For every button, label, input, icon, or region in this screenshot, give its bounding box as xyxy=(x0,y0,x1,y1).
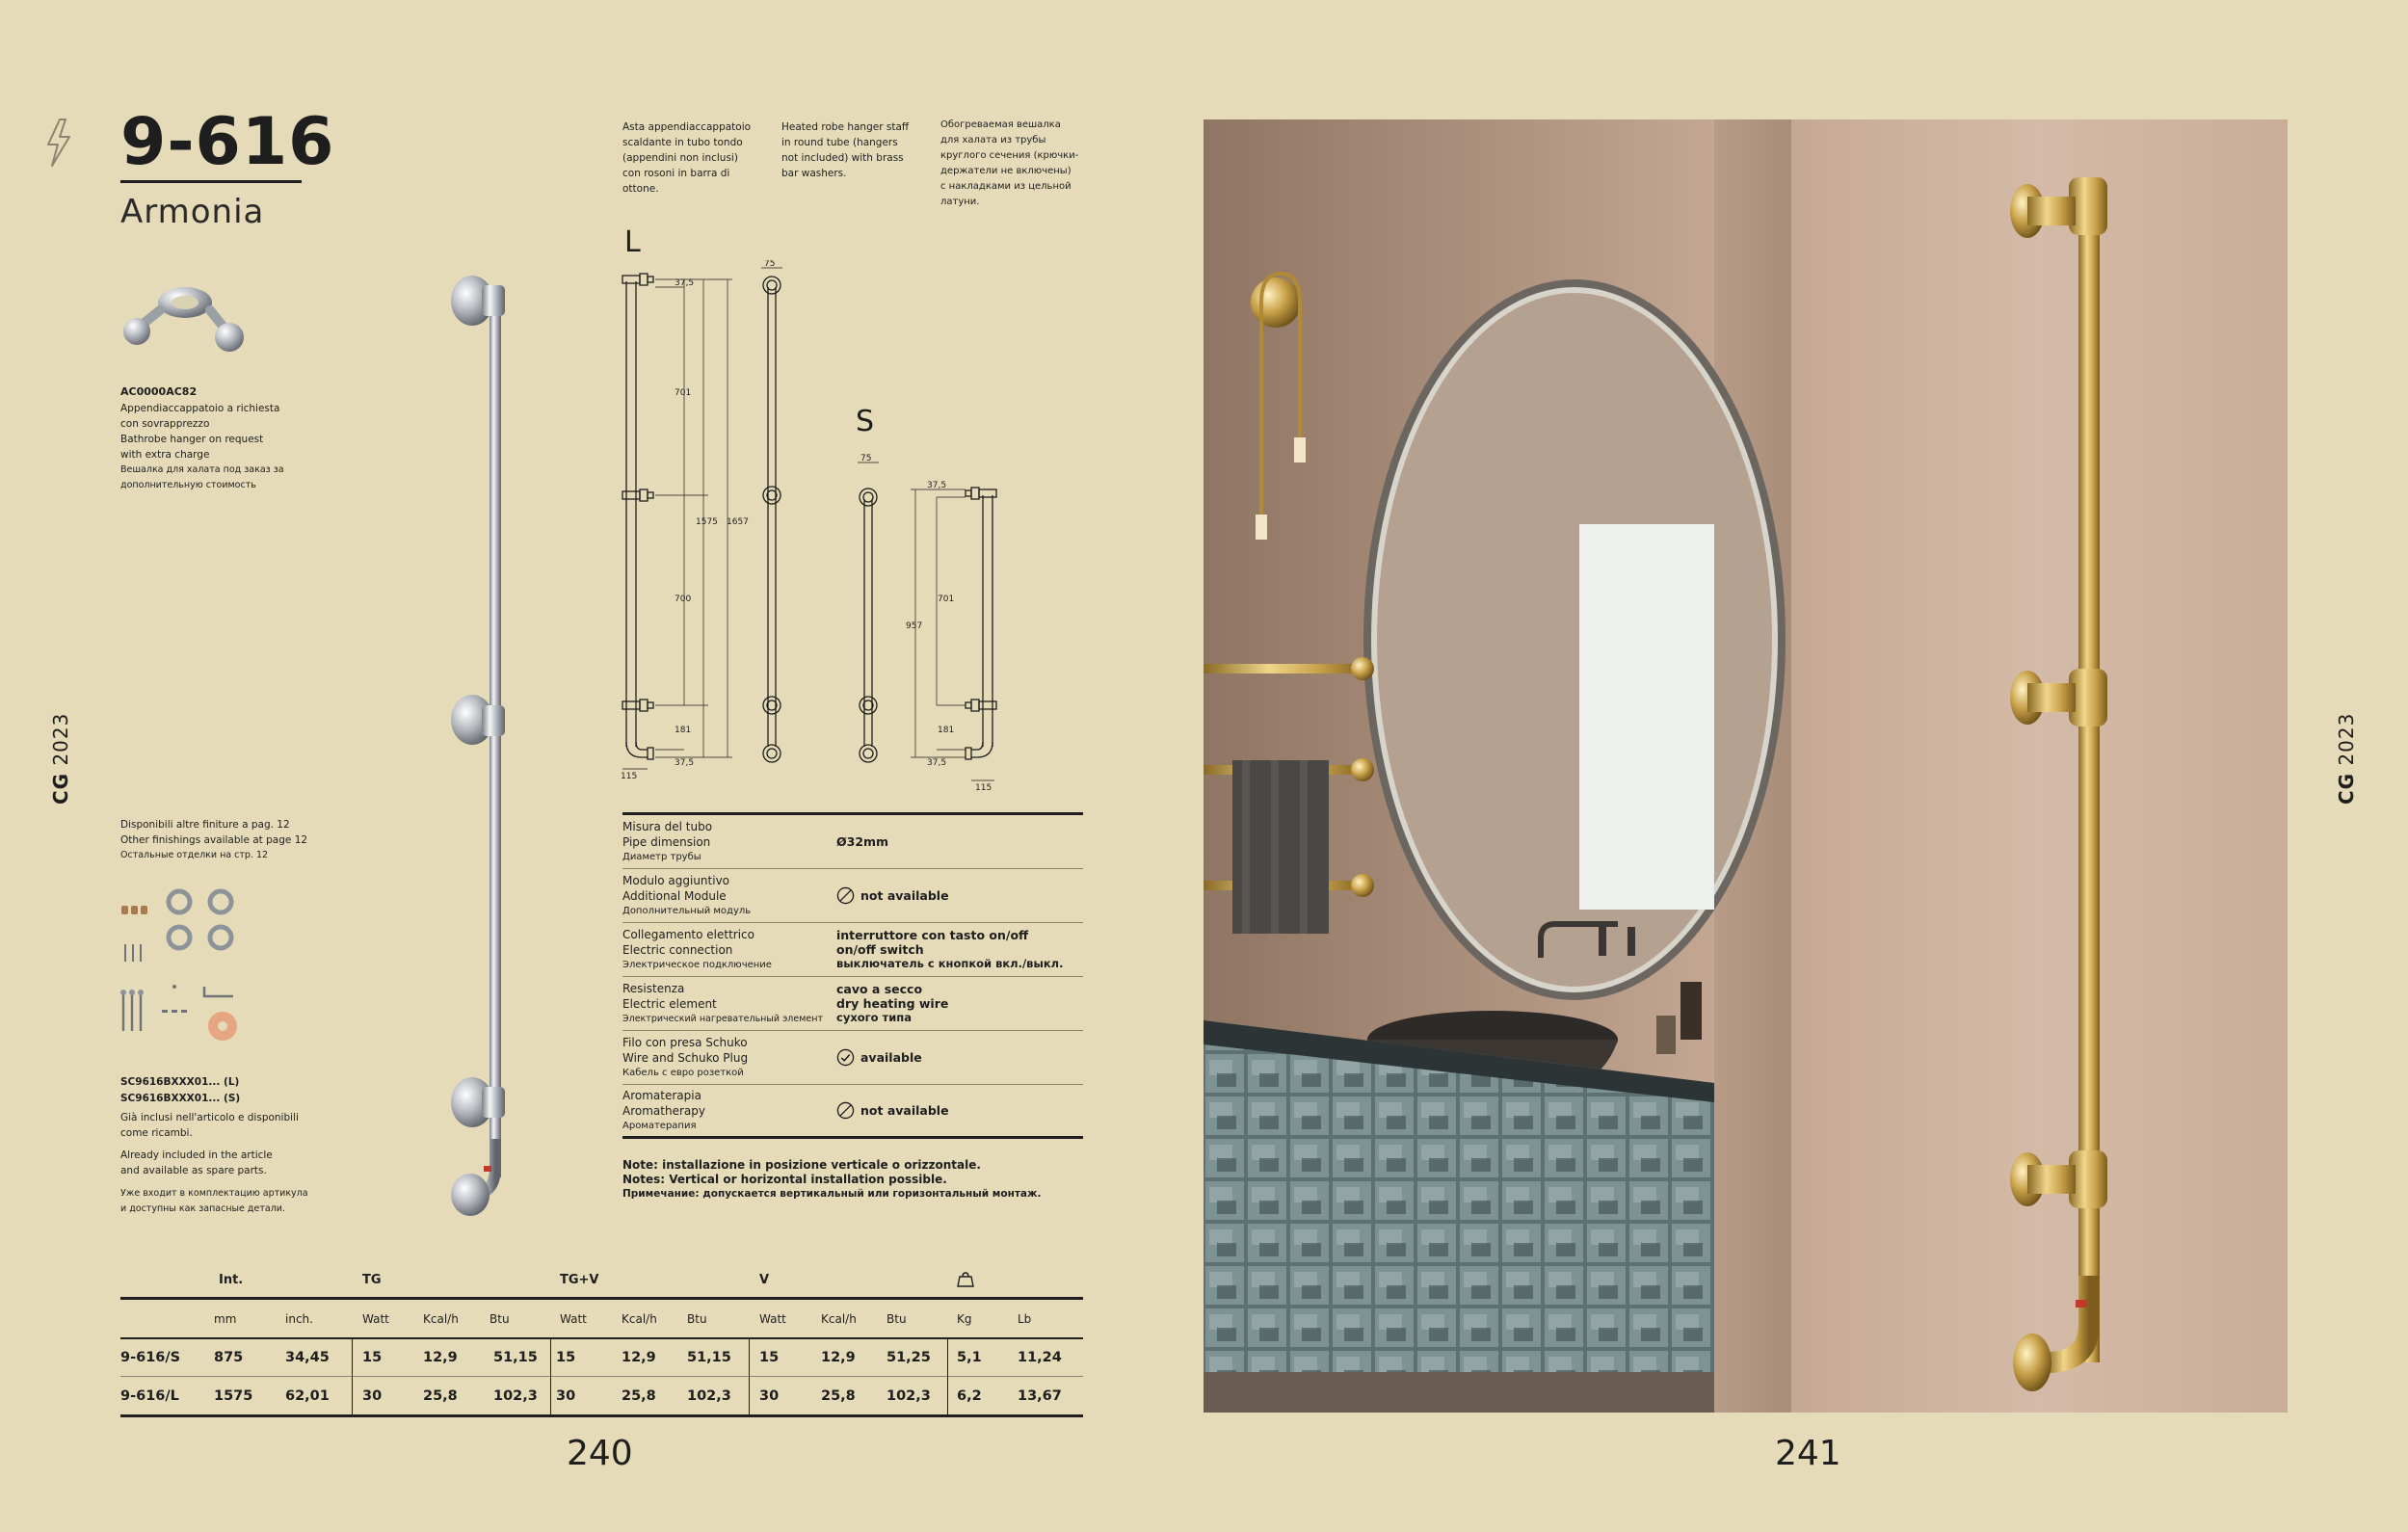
spec-row-element: Resistenza Electric element Электрический нагревательный элемент cavo a secco dry heating wire сухого типа xyxy=(622,977,1083,1031)
accessory-description xyxy=(120,401,313,493)
dim-375-l-bottom: 37,5 xyxy=(675,758,695,768)
weight-icon xyxy=(957,1262,974,1297)
bathroom-photo xyxy=(1204,119,2288,1413)
finishes-line: Other finishings available at page 12 xyxy=(120,834,308,846)
desc-line: con rosoni in barra di xyxy=(622,168,730,179)
spare-parts-note xyxy=(120,1111,308,1216)
description-it xyxy=(622,119,772,197)
page-number-left: 240 xyxy=(567,1434,633,1473)
desc-line: in round tube (hangers xyxy=(781,137,898,148)
spare-line: и доступны как запасные детали. xyxy=(120,1202,285,1214)
bathrobe-hook-image xyxy=(121,281,247,360)
desc-line: ottone. xyxy=(622,183,659,195)
perf-header-row xyxy=(120,1262,1083,1297)
accessory-desc-line: con sovrapprezzo xyxy=(120,418,210,430)
dim-1657: 1657 xyxy=(727,517,749,527)
not-available-icon xyxy=(836,1101,855,1120)
spec-row-schuko: Filo con presa Schuko Wire and Schuko Plug Кабель с евро розеткой available xyxy=(622,1031,1083,1085)
spare-line: Уже входит в комплектацию артикула xyxy=(120,1188,308,1199)
spare-codes xyxy=(120,1074,240,1107)
spec-row-module: Modulo aggiuntivo Additional Module Дополнительный модуль not available xyxy=(622,869,1083,923)
dim-375-s-bottom: 37,5 xyxy=(927,758,947,768)
spec-row-aroma: Aromaterapia Aromatherapy Ароматерапия not available xyxy=(622,1085,1083,1139)
desc-line: Asta appendiaccappatoio xyxy=(622,121,752,133)
model-name: Armonia xyxy=(120,193,265,231)
desc-line: Обогреваемая вешалка xyxy=(940,119,1061,130)
side-label-right: CG 2023 xyxy=(2335,712,2358,805)
dim-181-s: 181 xyxy=(938,726,955,735)
description-ru xyxy=(940,118,1090,210)
desc-line: (appendini non inclusi) xyxy=(622,152,738,164)
desc-line: bar washers. xyxy=(781,168,847,179)
spare-line: Already included in the article xyxy=(120,1149,273,1161)
spare-line: come ricambi. xyxy=(120,1126,193,1139)
spare-parts-image xyxy=(119,886,245,1050)
note-line: Notes: Vertical or horizontal installation possible. xyxy=(622,1173,947,1186)
dim-115-l: 115 xyxy=(621,772,638,781)
accessory-desc-line: дополнительную стоимость xyxy=(120,480,256,490)
spec-value: available xyxy=(860,1050,922,1065)
dim-957: 957 xyxy=(906,621,923,631)
perf-group-v: V xyxy=(759,1272,770,1287)
spare-line: and available as spare parts. xyxy=(120,1164,267,1176)
spare-line: Già inclusi nell'articolo e disponibili xyxy=(120,1112,299,1123)
accessory-desc-line: Appendiaccappatoio a richiesta xyxy=(120,403,280,414)
dim-701-s: 701 xyxy=(938,594,955,604)
product-image-chrome xyxy=(443,272,530,1220)
dim-75-s: 75 xyxy=(860,454,872,463)
perf-units-row: mm inch. Watt Kcal/h Btu Watt Kcal/h Btu Watt Kcal/h Btu Kg Lb xyxy=(120,1297,1083,1337)
note-line: Note: installazione in posizione verticale o orizzontale. xyxy=(622,1158,981,1172)
perf-group-tgv: TG+V xyxy=(560,1272,599,1287)
note-line: Примечание: допускается вертикальный или горизонтальный монтаж. xyxy=(622,1188,1042,1200)
spare-code: SC9616BXXX01... (L) xyxy=(120,1076,240,1088)
not-available-icon xyxy=(836,886,855,905)
desc-line: с накладками из цельной xyxy=(940,181,1072,192)
finishes-line: Disponibili altre finiture a pag. 12 xyxy=(120,819,290,831)
perf-group-tg: TG xyxy=(362,1272,382,1287)
finishes-note xyxy=(120,817,307,863)
lightning-bolt-icon xyxy=(42,118,75,168)
dim-375-s: 37,5 xyxy=(927,481,947,490)
description-en xyxy=(781,119,931,181)
perf-row-s: 9-616/S 875 34,45 15 12,9 51,15 15 12,9 51,15 15 12,9 51,25 5,1 11,24 xyxy=(120,1337,1083,1376)
dim-700-l: 700 xyxy=(675,594,692,604)
installation-notes xyxy=(622,1158,1041,1202)
spec-table xyxy=(622,812,1083,1139)
dim-1575: 1575 xyxy=(696,517,718,527)
spec-row-connection: Collegamento elettrico Electric connection Электрическое подключение interruttore con tasto on/off on/off switch выключатель с кнопкой вкл./выкл. xyxy=(622,923,1083,977)
spare-code: SC9616BXXX01... (S) xyxy=(120,1093,241,1104)
desc-line: not included) with brass xyxy=(781,152,904,164)
spec-value: Ø32mm xyxy=(836,834,889,849)
model-code: 9-616 xyxy=(120,104,335,180)
size-label-l: L xyxy=(624,225,641,259)
finishes-line: Остальные отделки на стр. 12 xyxy=(120,850,269,860)
desc-line: scaldante in tubo tondo xyxy=(622,137,743,148)
accessory-code: AC0000AC82 xyxy=(120,385,198,398)
page-number-right: 241 xyxy=(1775,1434,1841,1473)
side-label-left: CG 2023 xyxy=(49,712,72,805)
dim-115-s: 115 xyxy=(975,783,992,793)
size-label-s: S xyxy=(856,405,875,438)
perf-group-int: Int. xyxy=(219,1272,244,1287)
dim-181-l: 181 xyxy=(675,726,692,735)
dim-375-l: 37,5 xyxy=(675,278,695,288)
dim-75-l: 75 xyxy=(764,260,776,269)
desc-line: держатели не включены) xyxy=(940,166,1072,176)
perf-row-l: 9-616/L 1575 62,01 30 25,8 102,3 30 25,8 102,3 30 25,8 102,3 6,2 13,67 xyxy=(120,1376,1083,1414)
spec-row-pipe: Misura del tubo Pipe dimension Диаметр трубы Ø32mm xyxy=(622,815,1083,869)
spec-value: not available xyxy=(860,888,949,903)
available-icon xyxy=(836,1048,855,1067)
dim-701-l: 701 xyxy=(675,388,692,398)
desc-line: круглого сечения (крючки- xyxy=(940,150,1079,161)
desc-line: Heated robe hanger staff xyxy=(781,121,910,133)
performance-table xyxy=(120,1262,1083,1417)
spec-value: not available xyxy=(860,1103,949,1118)
desc-line: латуни. xyxy=(940,197,980,207)
desc-line: для халата из трубы xyxy=(940,135,1046,145)
accessory-desc-line: Bathrobe hanger on request xyxy=(120,434,264,445)
accessory-desc-line: Вешалка для халата под заказ за xyxy=(120,464,284,475)
technical-drawing xyxy=(617,260,1012,795)
accessory-desc-line: with extra charge xyxy=(120,449,210,461)
model-underline xyxy=(120,180,302,183)
